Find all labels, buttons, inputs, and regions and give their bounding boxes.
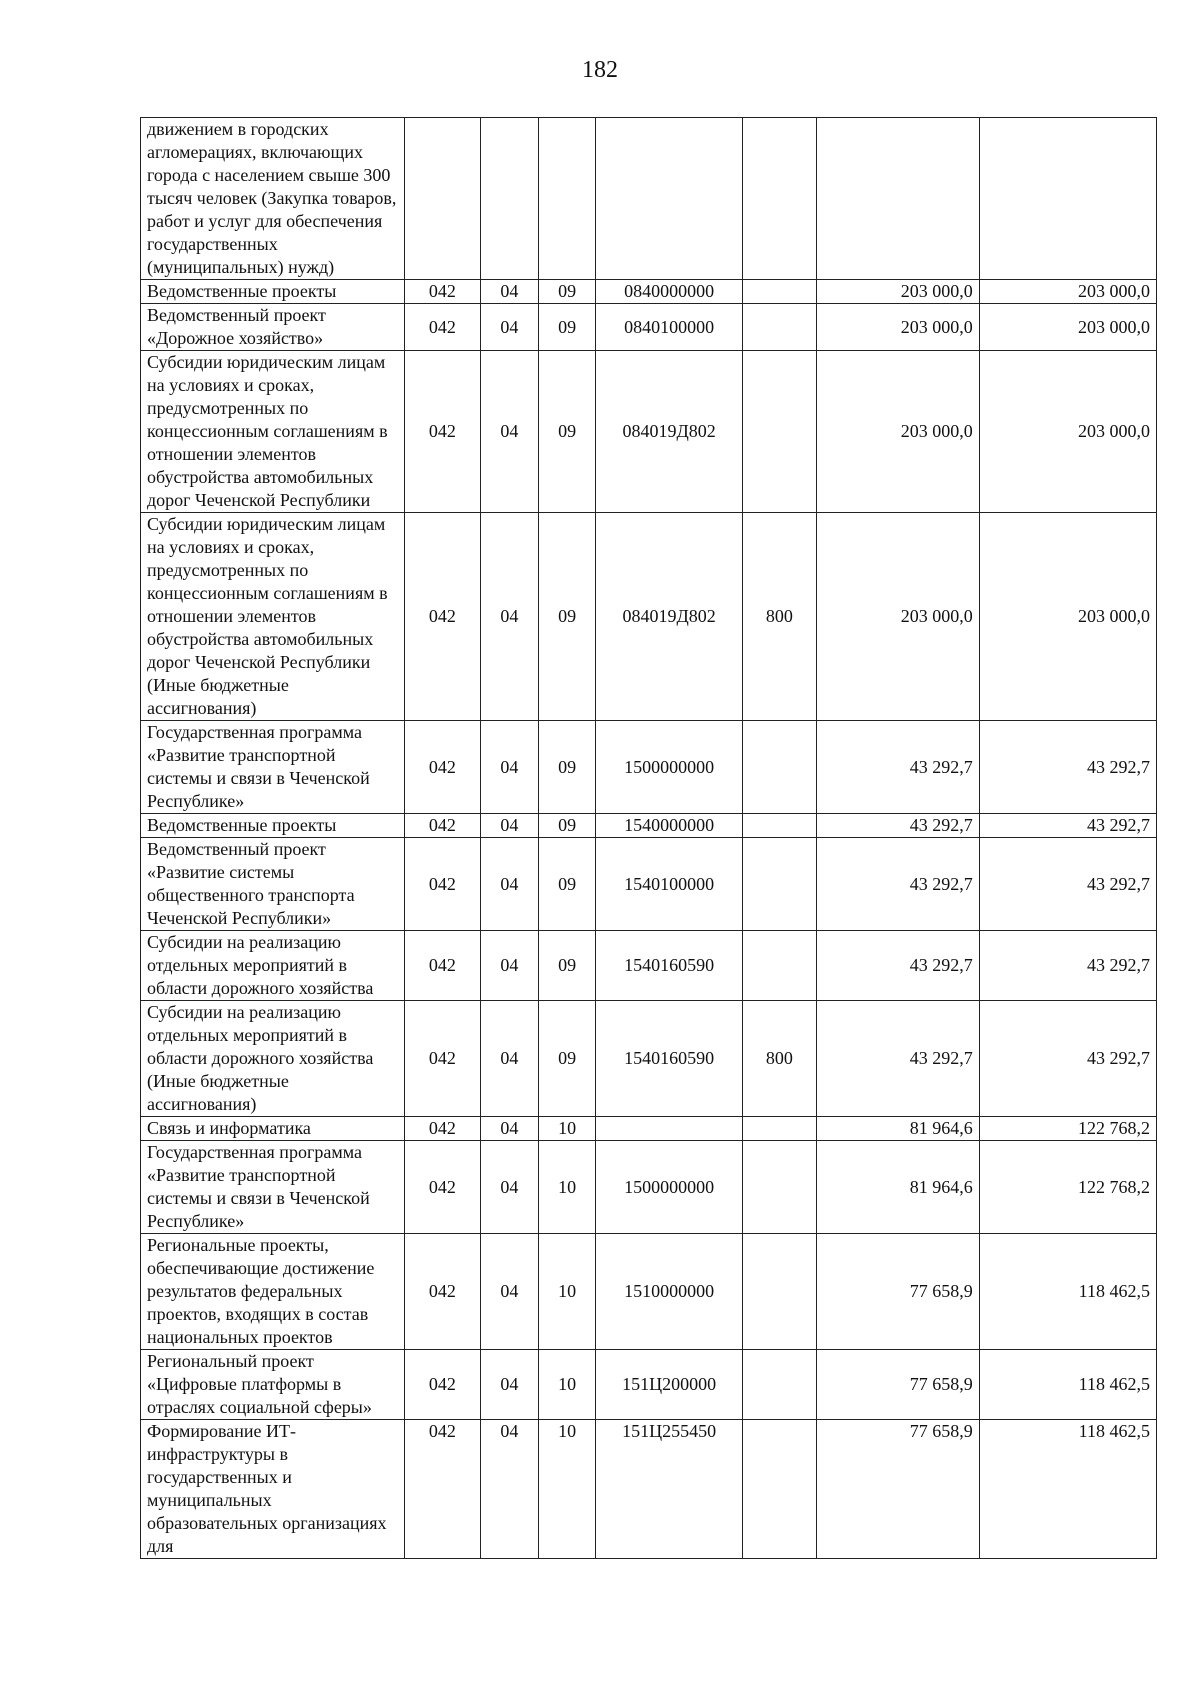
row-section-code [481,118,539,280]
row-expense-type [742,1234,816,1350]
row-section-code: 04 [481,304,539,351]
row-amount-year1: 81 964,6 [816,1117,979,1141]
row-amount-year2: 43 292,7 [979,838,1156,931]
row-ved-code: 042 [404,1420,480,1559]
row-ved-code: 042 [404,838,480,931]
row-section-code: 04 [481,351,539,513]
row-subsection-code: 09 [538,814,596,838]
table-row [141,814,1157,838]
row-subsection-code: 09 [538,280,596,304]
table-row [141,118,1157,280]
row-amount-year1: 77 658,9 [816,1234,979,1350]
row-target-article: 0840100000 [596,304,742,351]
row-amount-year1: 43 292,7 [816,814,979,838]
table-row [141,721,1157,814]
row-amount-year1: 81 964,6 [816,1141,979,1234]
row-amount-year2: 203 000,0 [979,513,1156,721]
row-target-article: 1540160590 [596,1001,742,1117]
table-row [141,1350,1157,1420]
row-ved-code: 042 [404,513,480,721]
row-section-code: 04 [481,513,539,721]
row-amount-year2: 43 292,7 [979,814,1156,838]
row-ved-code: 042 [404,814,480,838]
row-name: Ведомственный проект «Дорожное хозяйство» [141,304,405,351]
row-expense-type [742,721,816,814]
row-amount-year2: 43 292,7 [979,1001,1156,1117]
row-expense-type [742,838,816,931]
row-name: движением в городских агломерациях, включающих города с населением свыше 300 тысяч человек (Закупка товаров, работ и услуг для обеспечения государственных (муниципальных) нужд) [141,118,405,280]
row-section-code: 04 [481,1350,539,1420]
row-amount-year1: 203 000,0 [816,351,979,513]
row-section-code: 04 [481,1117,539,1141]
row-expense-type [742,1420,816,1559]
row-subsection-code: 10 [538,1117,596,1141]
table-row [141,838,1157,931]
table-row [141,351,1157,513]
row-ved-code: 042 [404,1141,480,1234]
row-expense-type [742,280,816,304]
table-body [141,118,1157,1559]
row-ved-code: 042 [404,280,480,304]
row-amount-year1: 43 292,7 [816,721,979,814]
row-subsection-code: 09 [538,1001,596,1117]
page-number: 182 [582,57,618,83]
row-expense-type: 800 [742,513,816,721]
row-subsection-code: 09 [538,304,596,351]
row-subsection-code: 09 [538,351,596,513]
row-expense-type: 800 [742,1001,816,1117]
row-name: Ведомственные проекты [141,814,405,838]
table-row [141,304,1157,351]
row-expense-type [742,351,816,513]
table-row [141,931,1157,1001]
row-amount-year1: 77 658,9 [816,1350,979,1420]
row-section-code: 04 [481,814,539,838]
row-subsection-code: 10 [538,1234,596,1350]
row-amount-year2: 122 768,2 [979,1117,1156,1141]
row-ved-code: 042 [404,1001,480,1117]
table-row [141,280,1157,304]
row-name: Субсидии юридическим лицам на условиях и сроках, предусмотренных по концессионным соглашениям в отношении элементов обустройства автомобильных дорог Чеченской Республики (Иные бюджетные ассигнования) [141,513,405,721]
row-ved-code: 042 [404,721,480,814]
row-name: Региональный проект «Цифровые платформы в отраслях социальной сферы» [141,1350,405,1420]
row-section-code: 04 [481,721,539,814]
row-name: Формирование ИТ-инфраструктуры в государственных и муниципальных образовательных организациях для [141,1420,405,1559]
row-amount-year1: 203 000,0 [816,304,979,351]
row-section-code: 04 [481,1141,539,1234]
row-ved-code: 042 [404,1350,480,1420]
row-name: Связь и информатика [141,1117,405,1141]
row-target-article: 084019Д802 [596,351,742,513]
row-name: Субсидии юридическим лицам на условиях и сроках, предусмотренных по концессионным соглашениям в отношении элементов обустройства автомобильных дорог Чеченской Республики [141,351,405,513]
row-subsection-code: 09 [538,838,596,931]
table-row [141,1141,1157,1234]
row-target-article: 1540160590 [596,931,742,1001]
row-amount-year2 [979,118,1156,280]
budget-table [140,117,1157,1559]
row-amount-year2: 43 292,7 [979,721,1156,814]
row-amount-year2: 118 462,5 [979,1350,1156,1420]
row-target-article [596,118,742,280]
row-subsection-code: 09 [538,931,596,1001]
row-target-article [596,1117,742,1141]
row-expense-type [742,931,816,1001]
row-ved-code: 042 [404,931,480,1001]
row-amount-year2: 203 000,0 [979,351,1156,513]
row-subsection-code: 09 [538,513,596,721]
row-target-article: 1500000000 [596,721,742,814]
row-target-article: 151Ц255450 [596,1420,742,1559]
row-expense-type [742,118,816,280]
row-target-article: 084019Д802 [596,513,742,721]
row-amount-year1: 203 000,0 [816,513,979,721]
row-expense-type [742,814,816,838]
row-amount-year2: 203 000,0 [979,304,1156,351]
row-amount-year1: 43 292,7 [816,931,979,1001]
row-expense-type [742,1117,816,1141]
row-name: Государственная программа «Развитие транспортной системы и связи в Чеченской Республике» [141,1141,405,1234]
row-ved-code: 042 [404,1117,480,1141]
table-row [141,1001,1157,1117]
row-ved-code: 042 [404,304,480,351]
row-name: Региональные проекты, обеспечивающие достижение результатов федеральных проектов, входящих в состав национальных проектов [141,1234,405,1350]
row-section-code: 04 [481,838,539,931]
row-section-code: 04 [481,280,539,304]
row-amount-year2: 43 292,7 [979,931,1156,1001]
row-section-code: 04 [481,1420,539,1559]
row-subsection-code: 10 [538,1141,596,1234]
row-target-article: 1540000000 [596,814,742,838]
row-ved-code [404,118,480,280]
row-name: Субсидии на реализацию отдельных мероприятий в области дорожного хозяйства [141,931,405,1001]
row-expense-type [742,1141,816,1234]
row-section-code: 04 [481,1234,539,1350]
row-name: Ведомственные проекты [141,280,405,304]
row-expense-type [742,304,816,351]
row-subsection-code: 10 [538,1350,596,1420]
table-row [141,1420,1157,1559]
row-target-article: 1510000000 [596,1234,742,1350]
row-amount-year1: 203 000,0 [816,280,979,304]
table-row [141,513,1157,721]
table-row [141,1234,1157,1350]
row-ved-code: 042 [404,351,480,513]
row-target-article: 1540100000 [596,838,742,931]
row-amount-year2: 122 768,2 [979,1141,1156,1234]
row-amount-year2: 118 462,5 [979,1420,1156,1559]
row-amount-year2: 203 000,0 [979,280,1156,304]
row-amount-year1: 43 292,7 [816,1001,979,1117]
row-target-article: 0840000000 [596,280,742,304]
row-amount-year1: 77 658,9 [816,1420,979,1559]
row-name: Субсидии на реализацию отдельных мероприятий в области дорожного хозяйства (Иные бюджетные ассигнования) [141,1001,405,1117]
row-target-article: 1500000000 [596,1141,742,1234]
row-expense-type [742,1350,816,1420]
row-name: Государственная программа «Развитие транспортной системы и связи в Чеченской Республике» [141,721,405,814]
row-section-code: 04 [481,1001,539,1117]
row-name: Ведомственный проект «Развитие системы общественного транспорта Чеченской Республики» [141,838,405,931]
row-ved-code: 042 [404,1234,480,1350]
row-subsection-code: 10 [538,1420,596,1559]
row-amount-year1 [816,118,979,280]
row-subsection-code: 09 [538,721,596,814]
row-amount-year2: 118 462,5 [979,1234,1156,1350]
row-target-article: 151Ц200000 [596,1350,742,1420]
row-section-code: 04 [481,931,539,1001]
row-subsection-code [538,118,596,280]
table-row [141,1117,1157,1141]
row-amount-year1: 43 292,7 [816,838,979,931]
